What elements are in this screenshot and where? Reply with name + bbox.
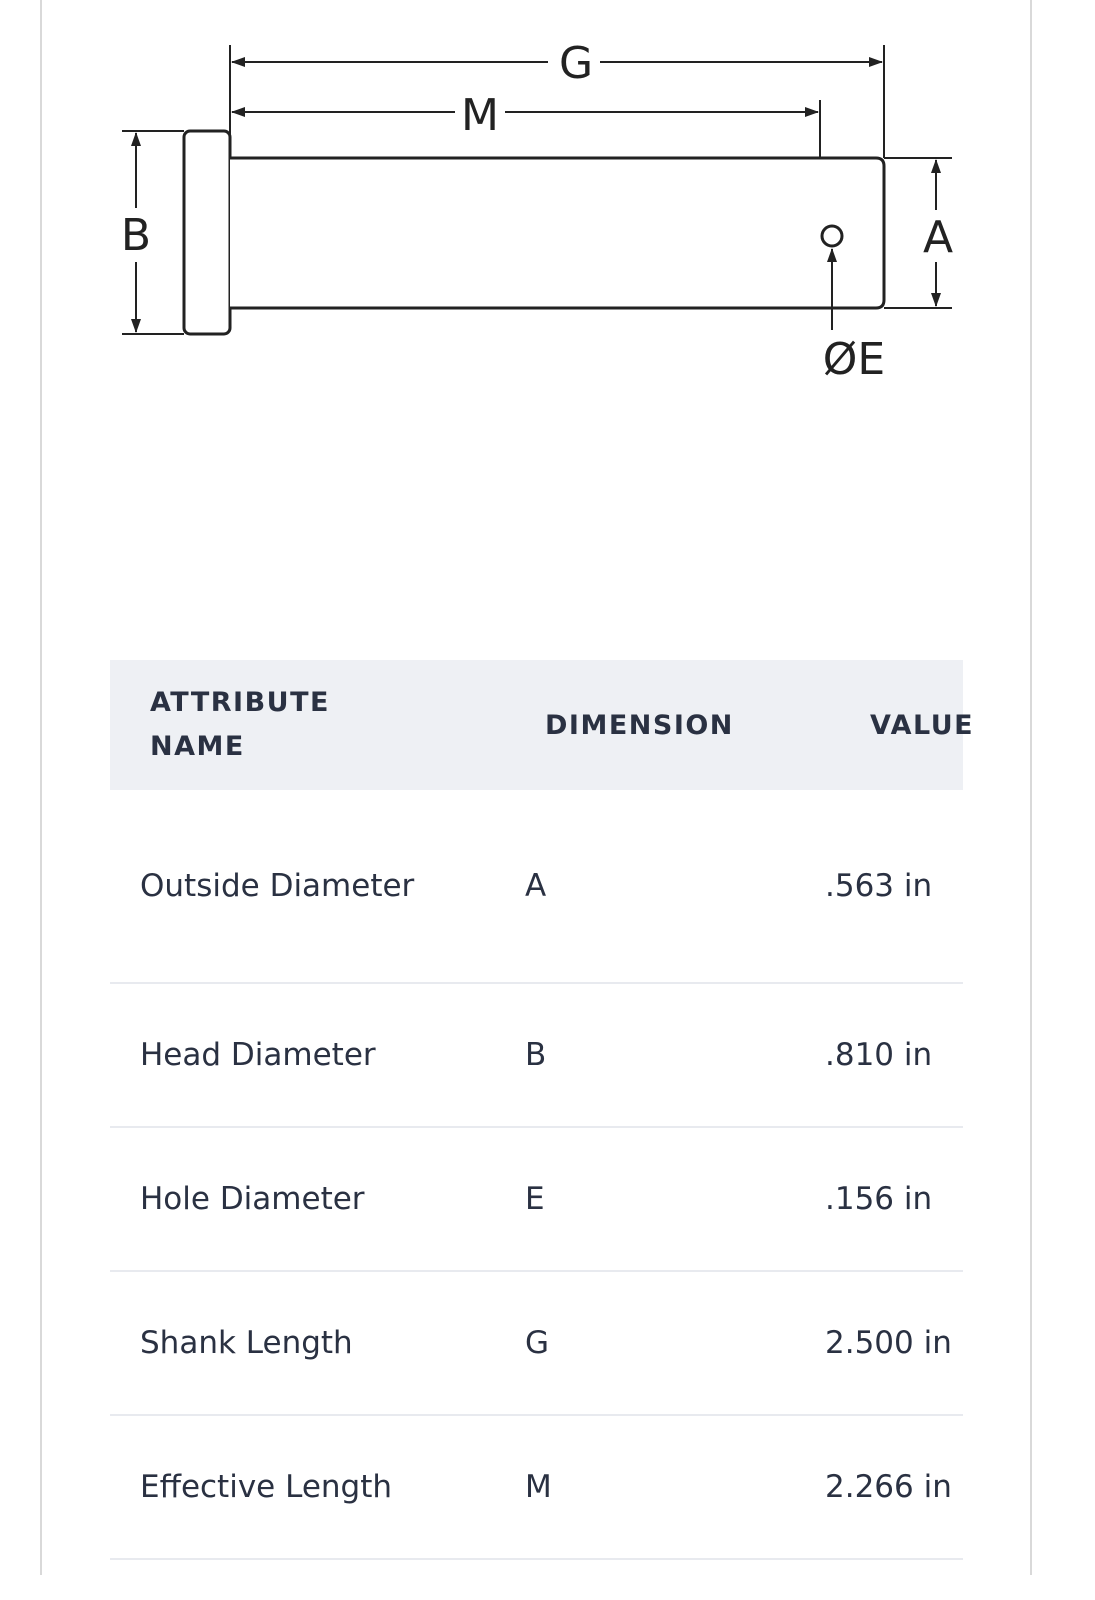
- attribute-name-header: ATTRIBUTE NAME: [110, 660, 505, 790]
- e-label: ØE: [822, 334, 886, 385]
- table-header-row: [110, 660, 963, 790]
- dimension-cell: B: [505, 983, 825, 1127]
- value-cell: .563 in: [825, 790, 963, 983]
- attribute-name-cell: Effective Length: [110, 1415, 505, 1559]
- table-row: [110, 983, 963, 1127]
- dimension-cell: A: [505, 790, 825, 983]
- table-row: [110, 1271, 963, 1415]
- attribute-name-cell: Outside Diameter: [110, 790, 505, 983]
- value-cell: 2.266 in: [825, 1415, 963, 1559]
- pin-head: [184, 131, 230, 334]
- table-row: [110, 1127, 963, 1271]
- value-cell: .156 in: [825, 1127, 963, 1271]
- value-cell: 2.500 in: [825, 1271, 963, 1415]
- dimension-cell: G: [505, 1271, 825, 1415]
- hole: [822, 226, 842, 246]
- value-header: VALUE: [825, 660, 963, 790]
- g-label: G: [558, 38, 594, 89]
- m-label: M: [461, 90, 499, 141]
- a-label: A: [922, 212, 954, 263]
- dimension-cell: E: [505, 1127, 825, 1271]
- b-label: B: [120, 210, 152, 261]
- specifications-table: [110, 660, 975, 1560]
- dimension-header: DIMENSION: [505, 660, 825, 790]
- value-cell: .810 in: [825, 983, 963, 1127]
- pin-shank: [230, 158, 884, 308]
- dimension-cell: M: [505, 1415, 825, 1559]
- clevis-pin-diagram: [0, 0, 1095, 420]
- attribute-name-cell: Hole Diameter: [110, 1127, 505, 1271]
- attribute-name-cell: Shank Length: [110, 1271, 505, 1415]
- attribute-name-cell: Head Diameter: [110, 983, 505, 1127]
- table-row: [110, 1415, 963, 1559]
- table-row: [110, 790, 963, 983]
